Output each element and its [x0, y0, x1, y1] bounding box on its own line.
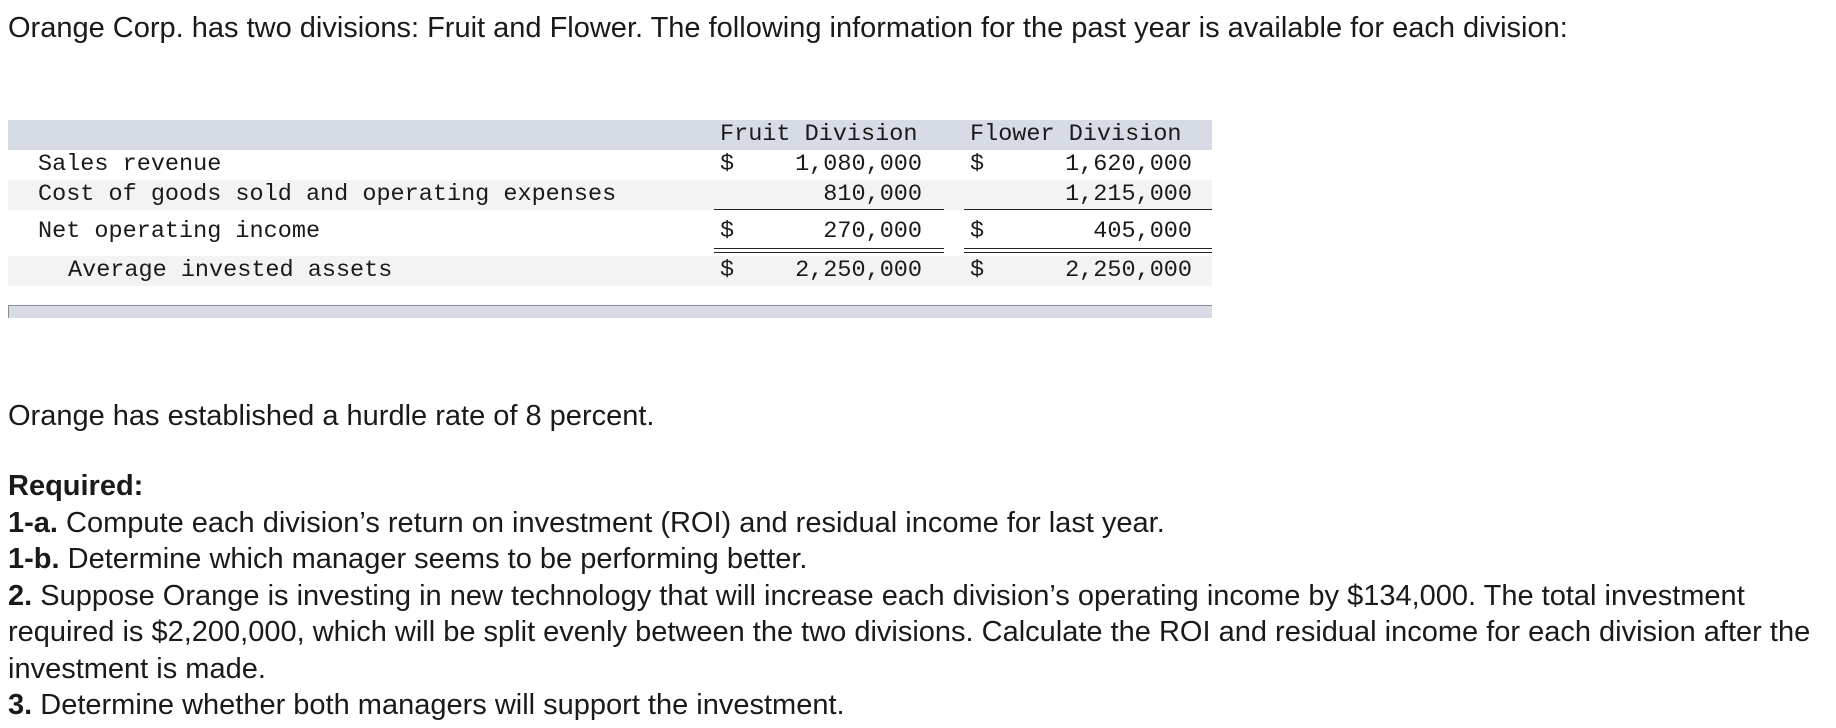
flower-subtotal-rule — [964, 209, 1212, 210]
requirement-item-3 — [8, 687, 1830, 724]
fruit-dollar-sign: $ — [720, 151, 735, 178]
fruit-value: 2,250,000 — [795, 257, 922, 284]
requirement-number: 3. — [8, 689, 33, 721]
column-header-flower: Flower Division — [970, 121, 1182, 148]
table-header-row — [8, 120, 1212, 150]
requirements-section — [8, 468, 1830, 724]
flower-dollar-sign: $ — [970, 257, 985, 284]
requirement-number: 1-b. — [8, 543, 60, 575]
flower-value: 1,620,000 — [1065, 151, 1192, 178]
requirement-item-1b — [8, 541, 1830, 578]
table-row-sales-revenue — [8, 150, 1212, 180]
fruit-value: 1,080,000 — [795, 151, 922, 178]
intro-text: Orange Corp. has two divisions: Fruit and Flower. The following information for the past year is available for each division: — [8, 12, 1568, 44]
flower-total-double-rule — [964, 248, 1212, 253]
flower-dollar-sign: $ — [970, 151, 985, 178]
table-row-cost-of-goods — [8, 180, 1212, 210]
table-footer-bar — [8, 305, 1212, 318]
fruit-subtotal-rule — [714, 209, 944, 210]
flower-dollar-sign: $ — [970, 218, 985, 245]
row-label: Net operating income — [38, 218, 321, 245]
requirement-text: Compute each division’s return on investment (ROI) and residual income for last year. — [57, 506, 1165, 539]
row-label: Sales revenue — [38, 151, 222, 178]
requirement-text: Suppose Orange is investing in new technology that will increase each division’s operating income by $134,000. The total investment required is $2,200,000, which will be split evenly between the two divisions. Calculate the ROI and residual income for each division after the investment is made. — [8, 579, 1811, 685]
required-heading: Required: — [8, 470, 144, 502]
fruit-dollar-sign: $ — [720, 218, 735, 245]
hurdle-rate-text: Orange has established a hurdle rate of 8 percent. — [8, 400, 655, 432]
requirement-text: Determine which manager seems to be performing better. — [59, 543, 808, 575]
flower-value: 2,250,000 — [1065, 257, 1192, 284]
row-label: Average invested assets — [68, 257, 393, 284]
fruit-value: 270,000 — [823, 218, 922, 245]
column-header-fruit: Fruit Division — [720, 121, 918, 148]
table-row-average-invested-assets — [8, 256, 1212, 286]
table-row-net-operating-income — [8, 217, 1212, 247]
requirement-number: 2. — [8, 579, 33, 612]
flower-value: 1,215,000 — [1065, 181, 1192, 208]
flower-value: 405,000 — [1093, 218, 1192, 245]
row-label: Cost of goods sold and operating expenses — [38, 181, 617, 208]
requirement-item-2 — [8, 578, 1830, 688]
requirement-item-1a — [8, 505, 1830, 542]
requirement-text: Determine whether both managers will support the investment. — [32, 689, 845, 721]
fruit-dollar-sign: $ — [720, 257, 735, 284]
fruit-total-double-rule — [714, 248, 944, 253]
requirement-number: 1-a. — [8, 506, 58, 539]
fruit-value: 810,000 — [823, 181, 922, 208]
